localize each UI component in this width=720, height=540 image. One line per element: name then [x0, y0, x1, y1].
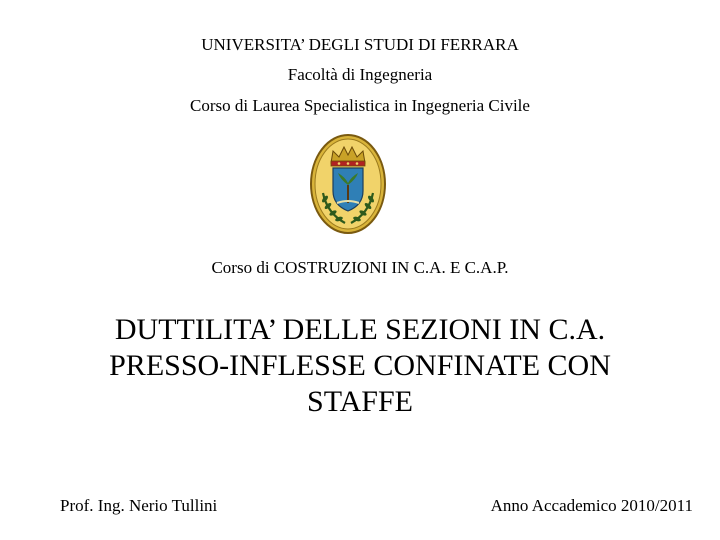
- title-line: STAFFE: [307, 385, 413, 418]
- title-line: DUTTILITA’ DELLE SEZIONI IN C.A.: [114, 313, 606, 346]
- degree-name: Corso di Laurea Specialistica in Ingegneria Civile: [190, 96, 530, 115]
- university-crest-icon: [309, 133, 387, 235]
- author-name: Prof. Ing. Nerio Tullini: [60, 496, 218, 515]
- presentation-title: [20, 312, 700, 420]
- academic-year: Anno Accademico 2010/2011: [490, 496, 693, 515]
- title-line: PRESSO-INFLESSE CONFINATE CON: [109, 349, 611, 382]
- university-name: UNIVERSITA’ DEGLI STUDI DI FERRARA: [201, 35, 519, 54]
- course-name: Corso di COSTRUZIONI IN C.A. E C.A.P.: [211, 258, 509, 277]
- faculty-name: Facoltà di Ingegneria: [287, 65, 433, 84]
